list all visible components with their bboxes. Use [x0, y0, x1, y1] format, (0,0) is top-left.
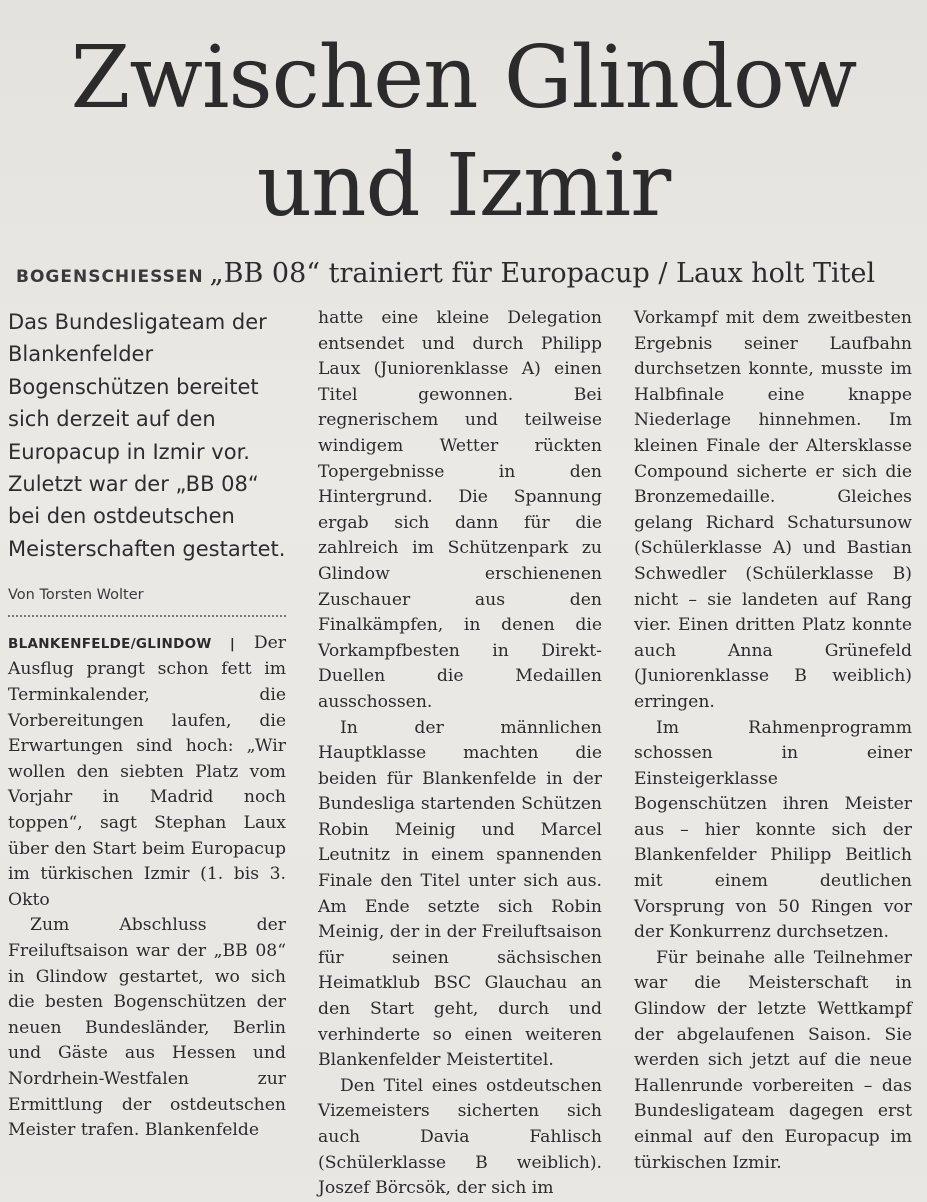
body-paragraph: Im Rahmenprogramm schossen in einer Einsteigerklasse Bogenschützen ihren Meister aus – hier konnte sich der Blankenfelder Philipp Beitlich mit einem deutlichen Vorsprung von 50 Ringen vor der Konkurrenz durchsetzen. [634, 717, 912, 943]
body-paragraph: Den Titel eines ostdeutschen Vizemeisters sicherten sich auch Davia Fahlisch (Schülerklasse B weiblich). Joszef Börcsök, der sich im [318, 1075, 602, 1199]
article-column-1 [8, 306, 286, 1144]
body-paragraph: Zum Abschluss der Freiluftsaison war der „BB 08“ in Glindow gestartet, wo sich die besten Bogenschützen der neuen Bundesländer, Berlin und Gäste aus Hessen und Nordrhein-Westfalen zur Ermittlung der ostdeutschen Meister trafen. Blankenfelde [8, 915, 286, 1141]
article-column-3 [634, 306, 912, 1176]
subheadline [16, 256, 916, 295]
section-kicker: BOGENSCHIESSEN [16, 267, 204, 287]
headline-line-1: Zwischen Glindow [70, 28, 857, 128]
subheadline-text: „BB 08“ trainiert für Europacup / Laux holt Titel [209, 258, 876, 289]
dateline: BLANKENFELDE/GLINDOW | [8, 635, 236, 652]
body-paragraph: Für beinahe alle Teilnehmer war die Meisterschaft in Glindow der letzte Wettkampf der abgelaufenen Saison. Sie werden sich jetzt auf die neue Hallenrunde vorbereiten – das Bundesligateam dagegen erst einmal auf den Europacup im türkischen Izmir. [634, 947, 912, 1173]
body-paragraph: Vorkampf mit dem zweitbesten Ergebnis seiner Laufbahn durchsetzen konnte, musste im Halbfinale eine knappe Niederlage hinnehmen. Im kleinen Finale der Altersklasse Compound sicherte er sich die Bronzemedaille. Gleiches gelang Richard Schatursunow (Schülerklasse A) und Bastian Schwedler (Schülerklasse B) nicht – sie landeten auf Rang vier. Einen dritten Platz konnte auch Anna Grünefeld (Juniorenklasse B weiblich) erringen. [634, 308, 912, 712]
body-paragraph: In der männlichen Hauptklasse machten die beiden für Blankenfelde in der Bundesliga startenden Schützen Robin Meinig und Marcel Leutnitz in einem spannenden Finale den Titel unter sich aus. Am Ende setzte sich Robin Meinig, der in der Freiluftsaison für seinen sächsischen Heimatklub BSC Glauchau an den Start geht, durch und verhinderte so einen weiteren Blankenfelder Meistertitel. [318, 717, 602, 1071]
headline [0, 28, 927, 236]
body-text: Der Ausflug prangt schon fett im Terminkalender, die Vorbereitungen laufen, die Erwartungen sind hoch: „Wir wollen den siebten Platz vom Vorjahr in Madrid noch toppen“, sagt Stephan Laux über den Start beim Europacup im türkischen Izmir (1. bis 3. Okto [8, 632, 286, 910]
author-byline: Von Torsten Wolter [8, 565, 286, 617]
lead-paragraph: Das Bundesligateam der Blankenfelder Bogenschützen bereitet sich derzeit auf den Europacup in Izmir vor. Zuletzt war der „BB 08“ bei den ostdeutschen Meisterschaften gestartet. [8, 310, 286, 561]
article-column-2 [318, 306, 602, 1202]
body-paragraph [8, 631, 286, 914]
body-paragraph: hatte eine kleine Delegation entsendet und durch Philipp Laux (Juniorenklasse A) einen Titel gewonnen. Bei regnerischem und teilweise windigem Wetter rückten Topergebnisse in den Hintergrund. Die Spannung ergab sich dann für die zahlreich im Schützenpark zu Glindow erschienenen Zuschauer aus den Finalkämpfen, in denen die Vorkampfbesten in Direkt-Duellen die Medaillen ausschossen. [318, 308, 602, 712]
headline-line-2: und Izmir [256, 136, 671, 236]
